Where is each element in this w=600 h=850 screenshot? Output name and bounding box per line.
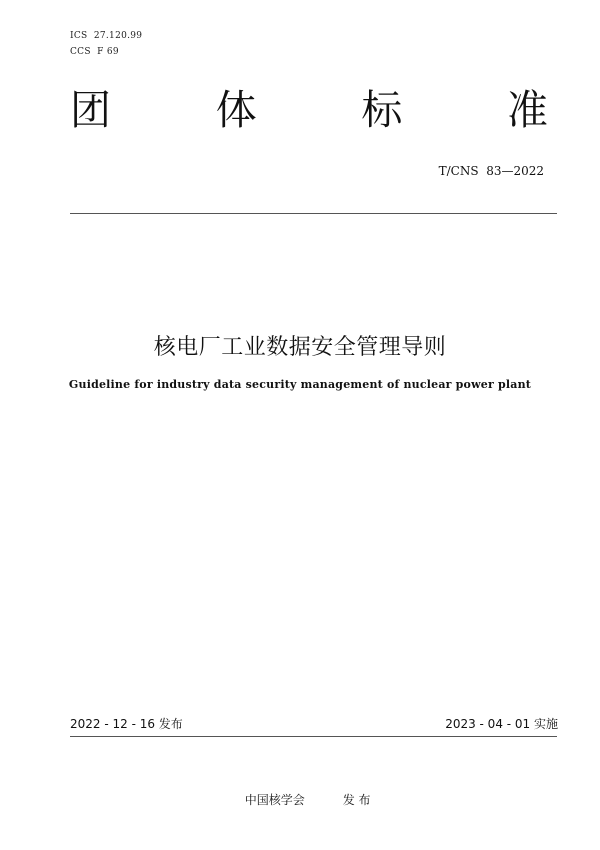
title-chinese: 核电厂工业数据安全管理导则	[153, 335, 447, 360]
standard-type-char: 团	[70, 85, 111, 134]
standard-type-char: 标	[361, 85, 403, 134]
ics-code: ICS 27.120.99	[70, 31, 143, 41]
ccs-code: CCS F 69	[70, 47, 119, 57]
top-divider	[70, 213, 557, 214]
implementation-date: 2023 - 04 - 01 实施	[445, 717, 558, 731]
standard-type-char: 准	[506, 85, 548, 134]
bottom-divider	[70, 736, 557, 737]
issue-date: 2022 - 12 - 16 发布	[70, 717, 183, 731]
standard-type-char: 体	[215, 85, 257, 134]
publisher-action: 发 布	[342, 793, 371, 807]
publisher-name: 中国核学会	[244, 793, 305, 807]
title-english: Guideline for industry data security management of nuclear power plant	[68, 378, 532, 391]
standard-type-heading	[70, 82, 548, 138]
publisher-line	[0, 777, 600, 822]
classification-codes	[70, 28, 142, 60]
standard-number: T/CNS 83—2022	[438, 164, 544, 178]
